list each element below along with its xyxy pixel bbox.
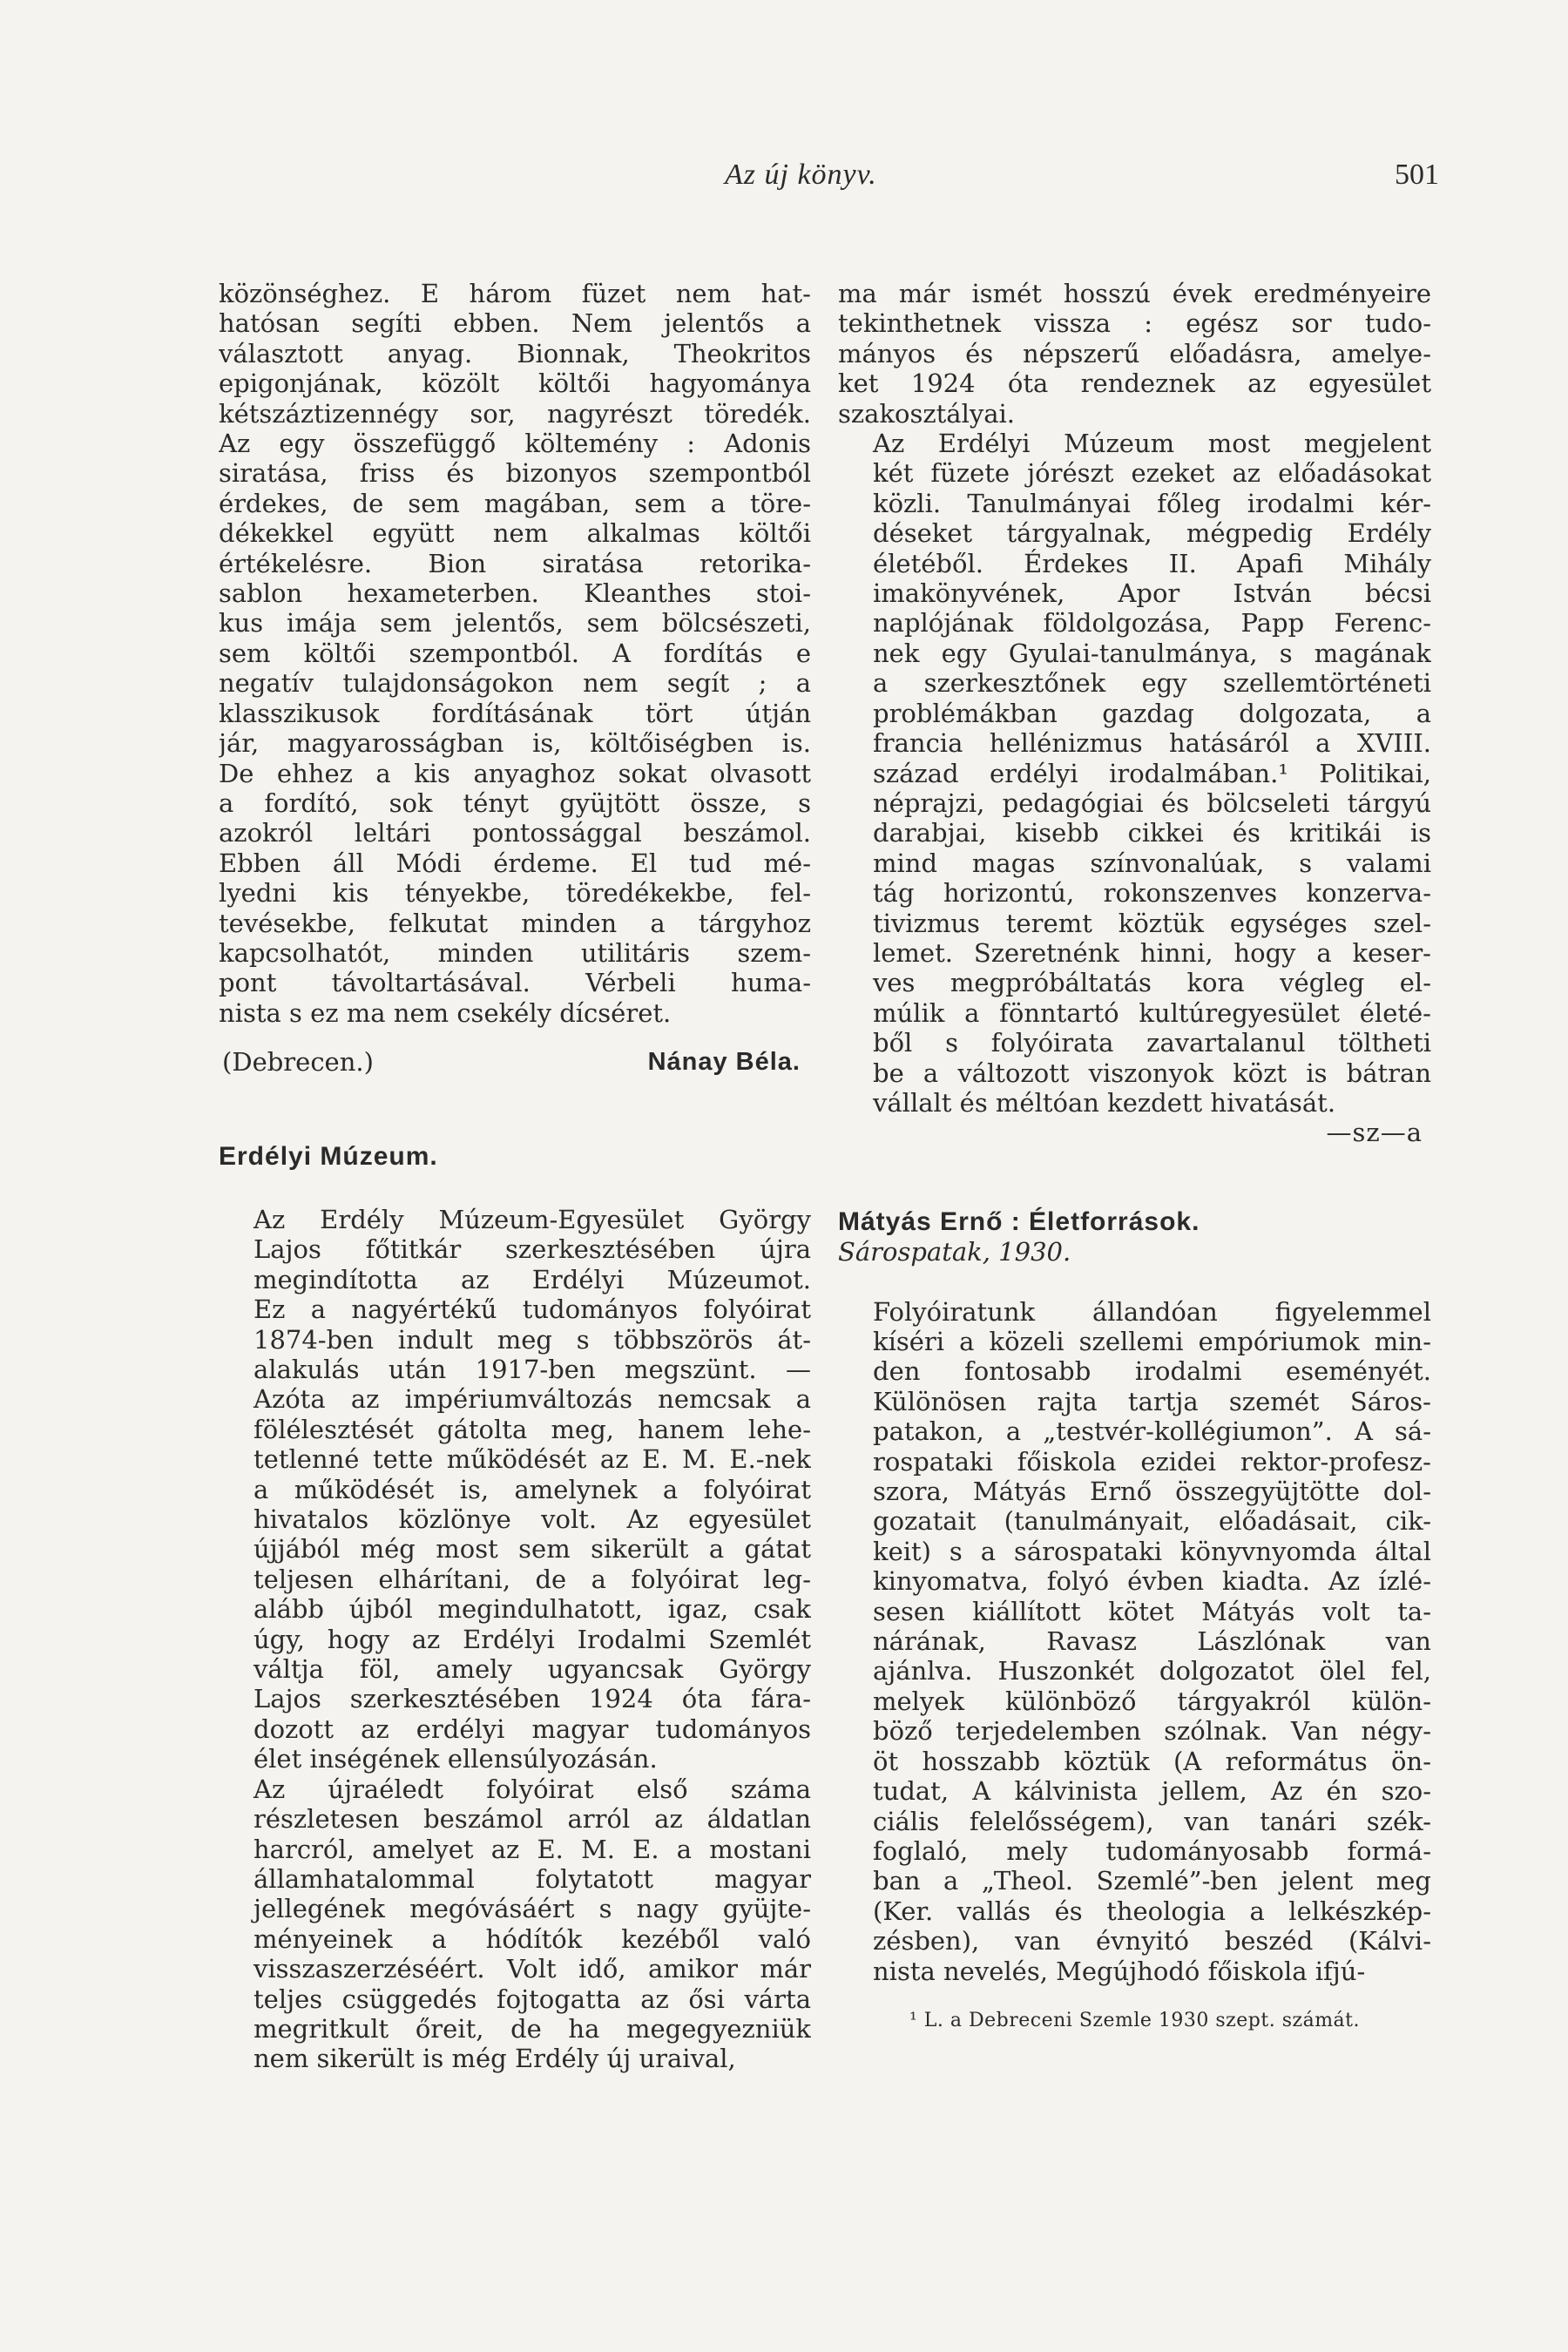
text-line: öt hosszabb köztük (A református ön- <box>873 1746 1431 1776</box>
text-line: részletesen beszámol arról az áldatlan <box>253 1804 811 1835</box>
book-review-subheading: Sárospatak, 1930. <box>838 1237 1071 1267</box>
text-line: megritkult őreit, de ha megegyezniük <box>253 2013 811 2044</box>
page-number: 501 <box>1395 159 1439 191</box>
text-line: kus imája sem jelentős, sem bölcsészeti, <box>219 608 811 639</box>
text-line: pont távoltartásával. Vérbeli huma- <box>219 968 811 998</box>
text-line: zésben), van évnyitó beszéd (Kálvi- <box>873 1926 1431 1957</box>
text-line: ből s folyóirata zavartalanul töltheti <box>873 1028 1431 1058</box>
text-line: lyedni kis tényekbe, töredékekbe, fel- <box>219 878 811 909</box>
text-line: tivizmus teremt köztük egységes szel- <box>873 908 1431 938</box>
review-place: (Debrecen.) <box>222 1047 374 1078</box>
text-line: tudat, A kálvinista jellem, Az én szo- <box>873 1776 1431 1807</box>
text-line: jellegének megóvásáért s nagy gyüjte- <box>253 1894 811 1924</box>
text-line: életéből. Érdekes II. Apafi Mihály <box>873 548 1431 578</box>
text-line: siratása, friss és bizonyos szempontból <box>219 458 811 489</box>
museum-paragraph-3 <box>838 279 1431 429</box>
running-header <box>0 159 1568 202</box>
text-line: epigonjának, közölt költői hagyománya <box>219 368 811 399</box>
text-line: nárának, Ravasz Lászlónak van <box>873 1626 1431 1657</box>
text-line: jár, magyarosságban is, költőiségben is. <box>219 728 811 759</box>
text-line: újjából még most sem sikerült a gátat <box>253 1534 811 1565</box>
text-line: ajánlva. Huszonkét dolgozatot ölel fel, <box>873 1656 1431 1686</box>
text-line: ves megpróbáltatás kora végleg el- <box>873 968 1431 998</box>
text-line: ma már ismét hosszú évek eredményeire <box>838 279 1431 308</box>
text-line: be a változott viszonyok közt is bátran <box>873 1058 1431 1088</box>
text-line: kíséri a közeli szellemi empóriumok min- <box>873 1327 1431 1356</box>
text-line: gozatait (tanulmányait, előadásait, cik- <box>873 1506 1431 1537</box>
text-line: nista nevelés, Megújhodó főiskola ifjú- <box>873 1956 1366 1986</box>
text-line: század erdélyi irodalmában.¹ Politikai, <box>873 758 1431 788</box>
text-line: a fordító, sok tényt gyüjtött össze, s <box>219 787 811 818</box>
text-line: böző terjedelemben szólnak. Van négy- <box>873 1716 1431 1747</box>
museum-paragraph-2 <box>219 1774 811 2074</box>
text-line: hivatalos közlönye volt. Az egyesület <box>253 1504 811 1535</box>
text-line: problémákban gazdag dolgozata, a <box>873 698 1431 728</box>
text-line: (Ker. vallás és theologia a lelkészkép- <box>873 1896 1431 1926</box>
book-review-heading: Mátyás Ernő : Életforrások. <box>838 1206 1200 1236</box>
text-line: vállalt és méltóan kezdett hivatását. <box>873 1087 1336 1118</box>
text-line: hatósan segíti ebben. Nem jelentős a <box>219 308 811 339</box>
text-line: tetlenné tette működését az E. M. E.-nek <box>253 1444 811 1475</box>
museum-paragraph-1 <box>219 1205 811 1774</box>
text-line: a szerkesztőnek egy szellemtörténeti <box>873 668 1431 699</box>
text-line: francia hellénizmus hatásáról a XVIII. <box>873 728 1431 759</box>
book-review-paragraph <box>838 1297 1431 1986</box>
text-line: ban a „Theol. Szemlé”-ben jelent meg <box>873 1866 1431 1896</box>
text-line: Az Erdély Múzeum-Egyesület György <box>253 1204 811 1234</box>
text-line: néprajzi, pedagógiai és bölcseleti tárgyú <box>873 787 1431 818</box>
text-line: lemet. Szeretnénk hinni, hogy a keser- <box>873 937 1431 968</box>
text-line: megindította az Erdélyi Múzeumot. <box>253 1264 811 1294</box>
text-line: Az Erdélyi Múzeum most megjelent <box>873 429 1431 459</box>
text-line: múlik a fönntartó kultúregyesület életé- <box>873 997 1431 1028</box>
text-line: tág horizontú, rokonszenves konzerva- <box>873 878 1431 909</box>
text-line: fölélesztését gátolta meg, hanem lehe- <box>253 1414 811 1444</box>
text-line: ket 1924 óta rendeznek az egyesület <box>838 368 1431 399</box>
footnote: ¹ L. a Debreceni Szemle 1930 szept. számát. <box>909 2009 1361 2031</box>
text-line: nek egy Gyulai-tanulmánya, s magának <box>873 638 1431 668</box>
left-column <box>219 279 811 2074</box>
text-line: Az újraéledt folyóirat első száma <box>253 1774 811 1804</box>
text-line: Lajos főtitkár szerkesztésében újra <box>253 1234 811 1265</box>
text-line: tevésekbe, felkutat minden a tárgyhoz <box>219 908 811 938</box>
right-column <box>838 279 1431 2033</box>
running-title: Az új könyv. <box>725 159 877 191</box>
text-line: dékekkel együtt nem alkalmas költői <box>219 518 811 549</box>
museum-review-signature: —sz—a <box>1326 1118 1423 1148</box>
text-line: negatív tulajdonságokon nem segít ; a <box>219 668 811 699</box>
review-signature: Nánay Béla. <box>647 1048 801 1077</box>
text-line: élet inségének ellensúlyozásán. <box>253 1744 658 1774</box>
text-line: 1874-ben indult meg s többszörös át- <box>253 1324 811 1355</box>
text-line: visszaszerzéséért. Volt idő, amikor már <box>253 1954 811 1984</box>
text-line: két füzete jórészt ezeket az előadásokat <box>873 458 1431 489</box>
text-line: keit) s a sárospataki könyvnyomda által <box>873 1536 1431 1566</box>
museum-paragraph-4 <box>838 429 1431 1118</box>
text-line: államhatalommal folytatott magyar <box>253 1863 811 1894</box>
text-line: Ebben áll Módi érdeme. El tud mé- <box>219 848 811 878</box>
text-line: mányos és népszerű előadásra, amelye- <box>838 338 1431 368</box>
text-line: kapcsolhatót, minden utilitáris szem- <box>219 937 811 968</box>
text-line: Folyóiratunk állandóan figyelemmel <box>873 1296 1431 1327</box>
text-line: Ez a nagyértékű tudományos folyóirat <box>253 1294 811 1325</box>
text-line: darabjai, kisebb cikkei és kritikái is <box>873 818 1431 848</box>
review-paragraph <box>219 279 811 1028</box>
text-line: Azóta az impériumváltozás nemcsak a <box>253 1384 811 1415</box>
text-line: szora, Mátyás Ernő összegyüjtötte dol- <box>873 1477 1431 1507</box>
text-line: Különösen rajta tartja szemét Sáros- <box>873 1386 1431 1416</box>
text-line: rospataki főiskola ezidei rektor-profesz- <box>873 1446 1431 1477</box>
text-line: De ehhez a kis anyaghoz sokat olvasott <box>219 758 811 788</box>
text-line: váltja föl, amely ugyancsak György <box>253 1654 811 1685</box>
text-line: sem költői szempontból. A fordítás e <box>219 638 811 668</box>
text-line: kinyomatva, folyó évben kiadta. Az ízlé- <box>873 1566 1431 1597</box>
text-line: melyek különböző tárgyakról külön- <box>873 1686 1431 1716</box>
text-line: közli. Tanulmányai főleg irodalmi kér- <box>873 488 1431 518</box>
text-line: teljes csüggedés fojtogatta az ősi várta <box>253 1984 811 2014</box>
text-line: nista s ez ma nem csekély dícséret. <box>219 997 672 1028</box>
text-line: közönséghez. E három füzet nem hat- <box>219 279 811 308</box>
text-line: harcról, amelyet az E. M. E. a mostani <box>253 1834 811 1864</box>
text-line: klasszikusok fordításának tört útján <box>219 698 811 728</box>
text-line: alakulás után 1917-ben megszünt. — <box>253 1355 811 1384</box>
text-line: naplójának földolgozása, Papp Ferenc- <box>873 608 1431 639</box>
text-line: déseket tárgyalnak, mégpedig Erdély <box>873 518 1431 549</box>
text-line: sablon hexameterben. Kleanthes stoi- <box>219 578 811 609</box>
text-line: a működését is, amelynek a folyóirat <box>253 1474 811 1504</box>
text-line: dozott az erdélyi magyar tudományos <box>253 1713 811 1744</box>
text-line: alább újból megindulhatott, igaz, csak <box>253 1594 811 1625</box>
text-line: patakon, a „testvér-kollégiumon”. A sá- <box>873 1416 1431 1447</box>
text-line: kétszáztizennégy sor, nagyrészt töredék. <box>219 398 811 429</box>
section-heading-erdelyi-muzeum: Erdélyi Múzeum. <box>219 1141 438 1171</box>
text-line: választott anyag. Bionnak, Theokritos <box>219 338 811 368</box>
review-signature-row <box>219 1047 811 1077</box>
text-line: foglaló, mely tudományosabb formá- <box>873 1835 1431 1866</box>
text-line: ciális felelősségem), van tanári szék- <box>873 1806 1431 1836</box>
text-line: nem sikerült is még Erdély új uraival, <box>253 2044 736 2074</box>
text-line: den fontosabb irodalmi eseményét. <box>873 1356 1431 1387</box>
text-line: azokról leltári pontossággal beszámol. <box>219 818 811 848</box>
text-line: szakosztályai. <box>838 398 1016 429</box>
text-line: Lajos szerkesztésében 1924 óta fára- <box>253 1684 811 1714</box>
text-line: úgy, hogy az Erdélyi Irodalmi Szemlét <box>253 1624 811 1654</box>
text-line: ményeinek a hódítók kezéből való <box>253 1923 811 1954</box>
text-line: teljesen elhárítani, de a folyóirat leg- <box>253 1564 811 1594</box>
text-line: Az egy összefüggő költemény : Adonis <box>219 429 811 459</box>
text-line: sesen kiállított kötet Mátyás volt ta- <box>873 1596 1431 1626</box>
text-line: tekinthetnek vissza : egész sor tudo- <box>838 308 1431 339</box>
text-line: mind magas színvonalúak, s valami <box>873 848 1431 878</box>
text-line: érdekes, de sem magában, sem a töre- <box>219 488 811 518</box>
text-line: értékelésre. Bion siratása retorika- <box>219 548 811 578</box>
text-line: imakönyvének, Apor István bécsi <box>873 578 1431 609</box>
